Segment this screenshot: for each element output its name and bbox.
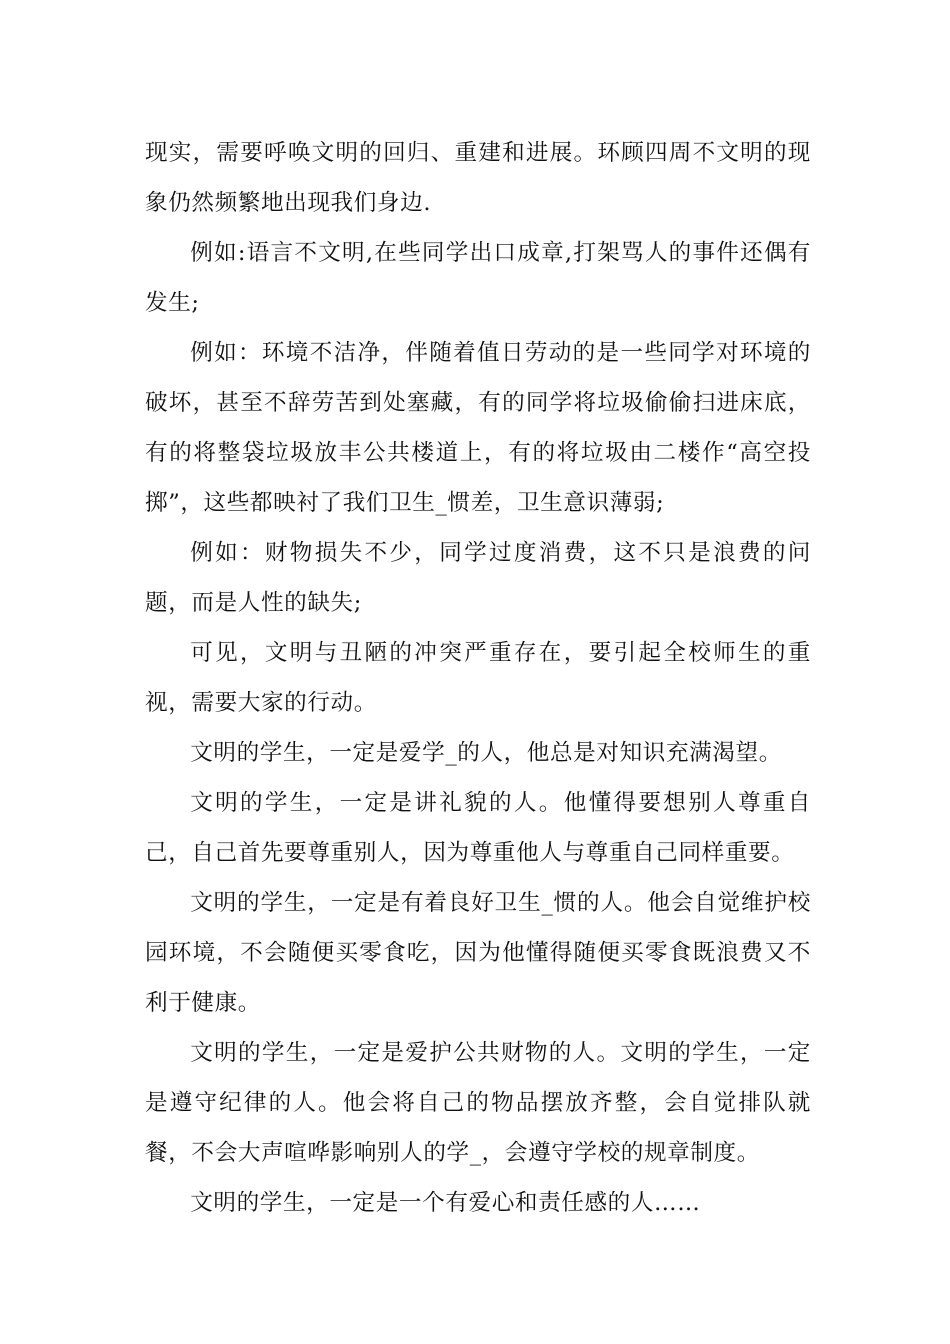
paragraph-8: 文明的学生，一定是有着良好卫生_惯的人。他会自觉维护校园环境，不会随便买零食吃，因为他懂得随便买零食既浪费又不利于健康。: [145, 890, 811, 1016]
paragraph-10: 文明的学生，一定是一个有爱心和责任感的人……: [190, 1190, 701, 1216]
paragraph-7: 文明的学生，一定是讲礼貌的人。他懂得要想别人尊重自己，自己首先要尊重别人，因为尊重他人与尊重自己同样重要。: [145, 790, 811, 866]
paragraph-6: 文明的学生，一定是爱学_的人，他总是对知识充满渴望。: [190, 740, 782, 766]
paragraph-4: 例如：财物损失不少，同学过度消费，这不只是浪费的问题，而是人性的缺失;: [145, 540, 811, 616]
paragraph-5: 可见，文明与丑陋的冲突严重存在，要引起全校师生的重视，需要大家的行动。: [145, 640, 811, 716]
paragraph-3: 例如：环境不洁净，伴随着值日劳动的是一些同学对环境的破坏，甚至不辞劳苦到处塞藏，有的同学将垃圾偷偷扫进床底，有的将整袋垃圾放丰公共楼道上，有的将垃圾由二楼作“高空投掷”，这些都映衬了我们卫生_惯差，卫生意识薄弱;: [145, 340, 811, 516]
paragraph-9: 文明的学生，一定是爱护公共财物的人。文明的学生，一定是遵守纪律的人。他会将自己的物品摆放齐整，会自觉排队就餐，不会大声喧哗影响别人的学_，会遵守学校的规章制度。: [145, 1040, 811, 1166]
document-body: [145, 128, 811, 1228]
paragraph-2: 例如:语言不文明,在些同学出口成章,打架骂人的事件还偶有发生;: [145, 240, 811, 316]
paragraph-1: 现实，需要呼唤文明的回归、重建和进展。环顾四周不文明的现象仍然频繁地出现我们身边.: [145, 140, 811, 216]
